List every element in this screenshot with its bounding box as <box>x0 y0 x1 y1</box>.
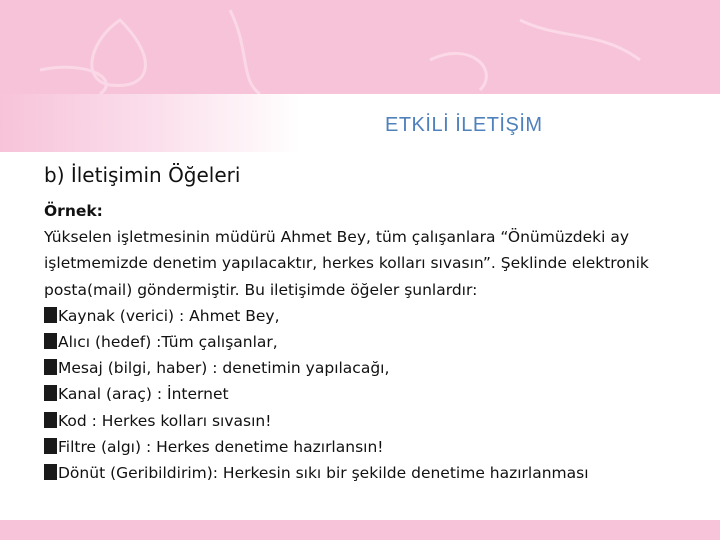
list-item-text: Dönüt (Geribildirim): Herkesin sıkı bir şekilde denetime hazırlanması <box>58 464 589 483</box>
list-item <box>44 355 704 381</box>
bullet-icon <box>44 412 57 428</box>
bullet-icon <box>44 464 57 480</box>
list-item-text: Kanal (araç) : İnternet <box>58 385 229 404</box>
slide-body <box>44 198 704 486</box>
section-heading: b) İletişimin Öğeleri <box>44 163 241 187</box>
list-item-text: Kaynak (verici) : Ahmet Bey, <box>58 306 280 325</box>
list-item <box>44 303 704 329</box>
bullet-icon <box>44 359 57 375</box>
list-item-text: Alıcı (hedef) :Tüm çalışanlar, <box>58 333 278 352</box>
paragraph-line: işletmemizde denetim yapılacaktır, herkes kolları sıvasın”. Şeklinde elektronik <box>44 254 649 273</box>
bullet-icon <box>44 333 57 349</box>
list-item-text: Mesaj (bilgi, haber) : denetimin yapılacağı, <box>58 359 390 378</box>
bullet-icon <box>44 385 57 401</box>
header-band <box>0 94 720 152</box>
list-item <box>44 434 704 460</box>
bottom-band <box>0 520 720 540</box>
list-item <box>44 460 704 486</box>
paragraph-line: posta(mail) göndermiştir. Bu iletişimde öğeler şunlardır: <box>44 280 478 299</box>
bullet-icon <box>44 307 57 323</box>
list-item <box>44 408 704 434</box>
list-item <box>44 381 704 407</box>
example-label: Örnek: <box>44 202 103 220</box>
paragraph-line: Yükselen işletmesinin müdürü Ahmet Bey, tüm çalışanlara “Önümüzdeki ay <box>44 228 630 247</box>
list-item <box>44 329 704 355</box>
slide-title: ETKİLİ İLETİŞİM <box>385 114 543 136</box>
list-item-text: Kod : Herkes kolları sıvasın! <box>58 411 272 430</box>
bullet-icon <box>44 438 57 454</box>
list-item-text: Filtre (algı) : Herkes denetime hazırlansın! <box>58 437 384 456</box>
